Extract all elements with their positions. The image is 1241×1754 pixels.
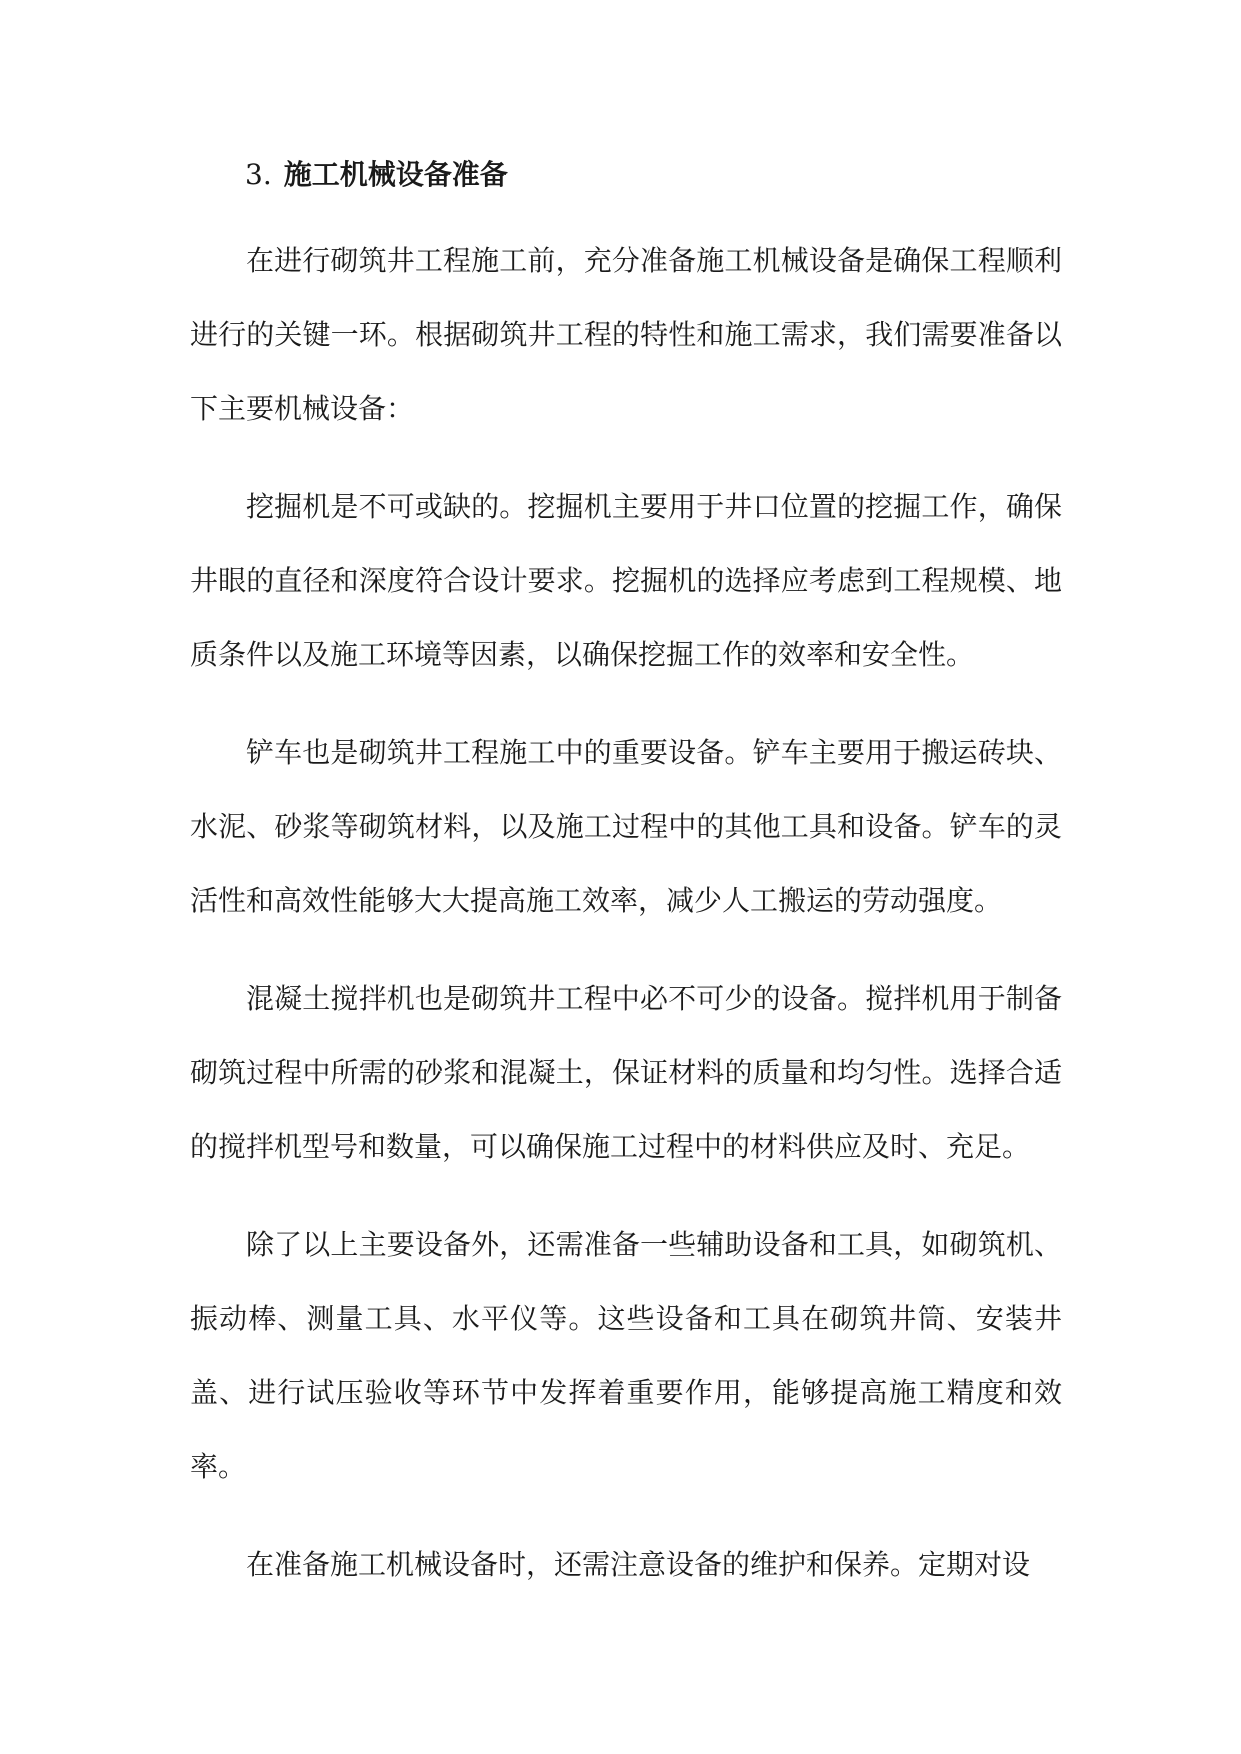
paragraph-loader: 铲车也是砌筑井工程施工中的重要设备。铲车主要用于搬运砖块、水泥、砂浆等砌筑材料，以及施工过程中的其他工具和设备。铲车的灵活性和高效性能够大大提高施工效率，减少人工搬运的劳动强度。: [190, 736, 1062, 917]
paragraph-mixer: 混凝土搅拌机也是砌筑井工程中必不可少的设备。搅拌机用于制备砌筑过程中所需的砂浆和混凝土，保证材料的质量和均匀性。选择合适的搅拌机型号和数量，可以确保施工过程中的材料供应及时、充足。: [190, 982, 1062, 1163]
paragraph-auxiliary: 除了以上主要设备外，还需准备一些辅助设备和工具，如砌筑机、振动棒、测量工具、水平仪等。这些设备和工具在砌筑井筒、安装井盖、进行试压验收等环节中发挥着重要作用，能够提高施工精度和效率。: [190, 1228, 1062, 1483]
page-content: [190, 150, 1062, 1602]
paragraph-intro: 在进行砌筑井工程施工前，充分准备施工机械设备是确保工程顺利进行的关键一环。根据砌筑井工程的特性和施工需求，我们需要准备以下主要机械设备：: [190, 244, 1062, 425]
paragraph-excavator: 挖掘机是不可或缺的。挖掘机主要用于井口位置的挖掘工作，确保井眼的直径和深度符合设计要求。挖掘机的选择应考虑到工程规模、地质条件以及施工环境等因素，以确保挖掘工作的效率和安全性。: [190, 490, 1062, 671]
paragraph-maintenance: 在准备施工机械设备时，还需注意设备的维护和保养。定期对设: [246, 1548, 1031, 1581]
section-number: 3.: [245, 158, 272, 191]
section-heading: [245, 150, 1062, 200]
section-title: 施工机械设备准备: [283, 158, 508, 191]
